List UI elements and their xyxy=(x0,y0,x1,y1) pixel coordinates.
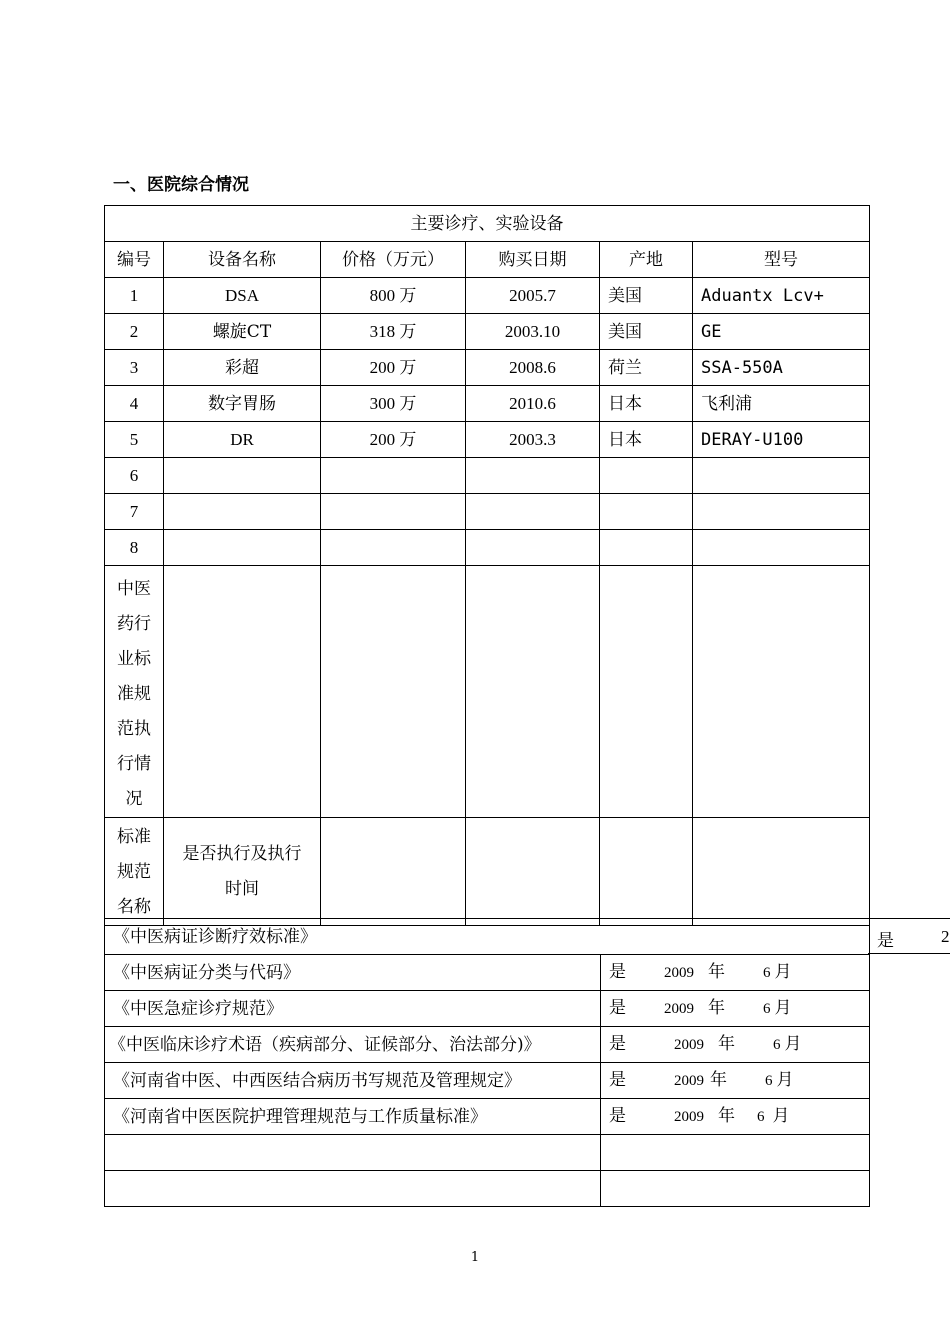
cell-price: 318 万 xyxy=(321,314,466,350)
cell-name: DR xyxy=(164,422,321,458)
empty-cell xyxy=(693,494,870,530)
cell-number: 2 xyxy=(105,314,164,350)
page-number: 1 xyxy=(470,1250,480,1265)
standard-row xyxy=(105,955,870,991)
cell-model: 飞利浦 xyxy=(693,386,870,422)
standard-row xyxy=(105,991,870,1027)
table-row xyxy=(105,458,870,494)
standard-name-label: 标准 规范 名称 xyxy=(105,818,164,926)
tcm-standards-label: 中医 药行 业标 准规 范执 行情 况 xyxy=(105,566,164,818)
cell-name: 彩超 xyxy=(164,350,321,386)
cell-name: DSA xyxy=(164,278,321,314)
empty-cell xyxy=(600,458,693,494)
cell-origin: 荷兰 xyxy=(600,350,693,386)
standard-name: 《中医急症诊疗规范》 xyxy=(105,991,601,1027)
standard-status: 是 2009 年 6 月 xyxy=(601,1099,870,1135)
standard-status: 是 2009 年 6 月 xyxy=(601,991,870,1027)
cell-model: Aduantx Lcv+ xyxy=(693,278,870,314)
cell-date: 2003.3 xyxy=(466,422,600,458)
cell-number: 1 xyxy=(105,278,164,314)
table-row xyxy=(105,350,870,386)
standard-status: 是 2009 年 6 月 xyxy=(601,1027,870,1063)
execution-status-label: 是否执行及执行 时间 xyxy=(164,818,321,926)
empty-cell xyxy=(693,458,870,494)
empty-cell xyxy=(164,494,321,530)
empty-cell xyxy=(693,566,870,818)
cell-date: 2008.6 xyxy=(466,350,600,386)
table-row xyxy=(105,314,870,350)
cell-number: 6 xyxy=(105,458,164,494)
empty-cell xyxy=(466,818,600,926)
empty-cell xyxy=(321,566,466,818)
empty-cell xyxy=(600,818,693,926)
standard-name: 《河南省中医、中西医结合病历书写规范及管理规定》 xyxy=(105,1063,601,1099)
cell-price: 200 万 xyxy=(321,422,466,458)
empty-cell xyxy=(105,1171,601,1207)
standards-table xyxy=(104,918,870,1207)
cell-number: 4 xyxy=(105,386,164,422)
cell-origin: 美国 xyxy=(600,314,693,350)
std-header-row xyxy=(105,818,870,926)
table-row xyxy=(105,494,870,530)
empty-cell xyxy=(321,530,466,566)
cell-number: 8 xyxy=(105,530,164,566)
empty-cell xyxy=(601,1135,870,1171)
standard-name: 《中医病证分类与代码》 xyxy=(105,955,601,991)
col-header-price: 价格（万元） xyxy=(321,242,466,278)
cell-model: SSA-550A xyxy=(693,350,870,386)
cell-date: 2005.7 xyxy=(466,278,600,314)
empty-cell xyxy=(693,818,870,926)
cell-number: 3 xyxy=(105,350,164,386)
cell-price: 800 万 xyxy=(321,278,466,314)
cell-model: DERAY-U100 xyxy=(693,422,870,458)
standard-name: 《中医病证诊断疗效标准》 xyxy=(105,919,870,955)
empty-cell xyxy=(466,458,600,494)
cell-number: 7 xyxy=(105,494,164,530)
cell-origin: 美国 xyxy=(600,278,693,314)
empty-cell xyxy=(164,530,321,566)
table-title: 主要诊疗、实验设备 xyxy=(105,206,870,242)
empty-cell xyxy=(164,566,321,818)
cell-origin: 日本 xyxy=(600,422,693,458)
col-header-origin: 产地 xyxy=(600,242,693,278)
cell-date: 2003.10 xyxy=(466,314,600,350)
table-row xyxy=(105,422,870,458)
standard-name: 《中医临床诊疗术语（疾病部分、证候部分、治法部分)》 xyxy=(105,1027,601,1063)
header-row xyxy=(105,242,870,278)
empty-cell xyxy=(600,494,693,530)
standard-status: 是 2009 年 6 月 xyxy=(601,955,870,991)
col-header-name: 设备名称 xyxy=(164,242,321,278)
empty-cell xyxy=(693,530,870,566)
standard-row xyxy=(105,1027,870,1063)
standard-row xyxy=(105,919,870,955)
empty-cell xyxy=(105,1135,601,1171)
standard-row xyxy=(105,1171,870,1207)
col-header-date: 购买日期 xyxy=(466,242,600,278)
cell-origin: 日本 xyxy=(600,386,693,422)
empty-cell xyxy=(321,818,466,926)
overflow-status: 是 xyxy=(877,931,894,951)
tcm-row xyxy=(105,566,870,818)
cell-name: 螺旋CT xyxy=(164,314,321,350)
empty-cell xyxy=(466,494,600,530)
cell-price: 300 万 xyxy=(321,386,466,422)
standard-row xyxy=(105,1135,870,1171)
empty-cell xyxy=(466,566,600,818)
cell-number: 5 xyxy=(105,422,164,458)
cell-price: 200 万 xyxy=(321,350,466,386)
standard-row xyxy=(105,1099,870,1135)
empty-cell xyxy=(321,494,466,530)
standard-name: 《河南省中医医院护理管理规范与工作质量标准》 xyxy=(105,1099,601,1135)
table-row xyxy=(105,386,870,422)
equipment-table xyxy=(104,205,870,926)
empty-cell xyxy=(600,530,693,566)
cell-model: GE xyxy=(693,314,870,350)
cell-date: 2010.6 xyxy=(466,386,600,422)
empty-cell xyxy=(164,458,321,494)
cell-name: 数字胃肠 xyxy=(164,386,321,422)
standard-row xyxy=(105,1063,870,1099)
table-row xyxy=(105,530,870,566)
overflow-year-fragment: 2 xyxy=(941,927,950,946)
empty-cell xyxy=(321,458,466,494)
empty-cell xyxy=(466,530,600,566)
section-heading: 一、医院综合情况 xyxy=(113,175,249,195)
col-header-number: 编号 xyxy=(105,242,164,278)
empty-cell xyxy=(600,566,693,818)
empty-cell xyxy=(601,1171,870,1207)
standard-status: 是 2009 年 6 月 xyxy=(601,1063,870,1099)
col-header-model: 型号 xyxy=(693,242,870,278)
table-row xyxy=(105,278,870,314)
